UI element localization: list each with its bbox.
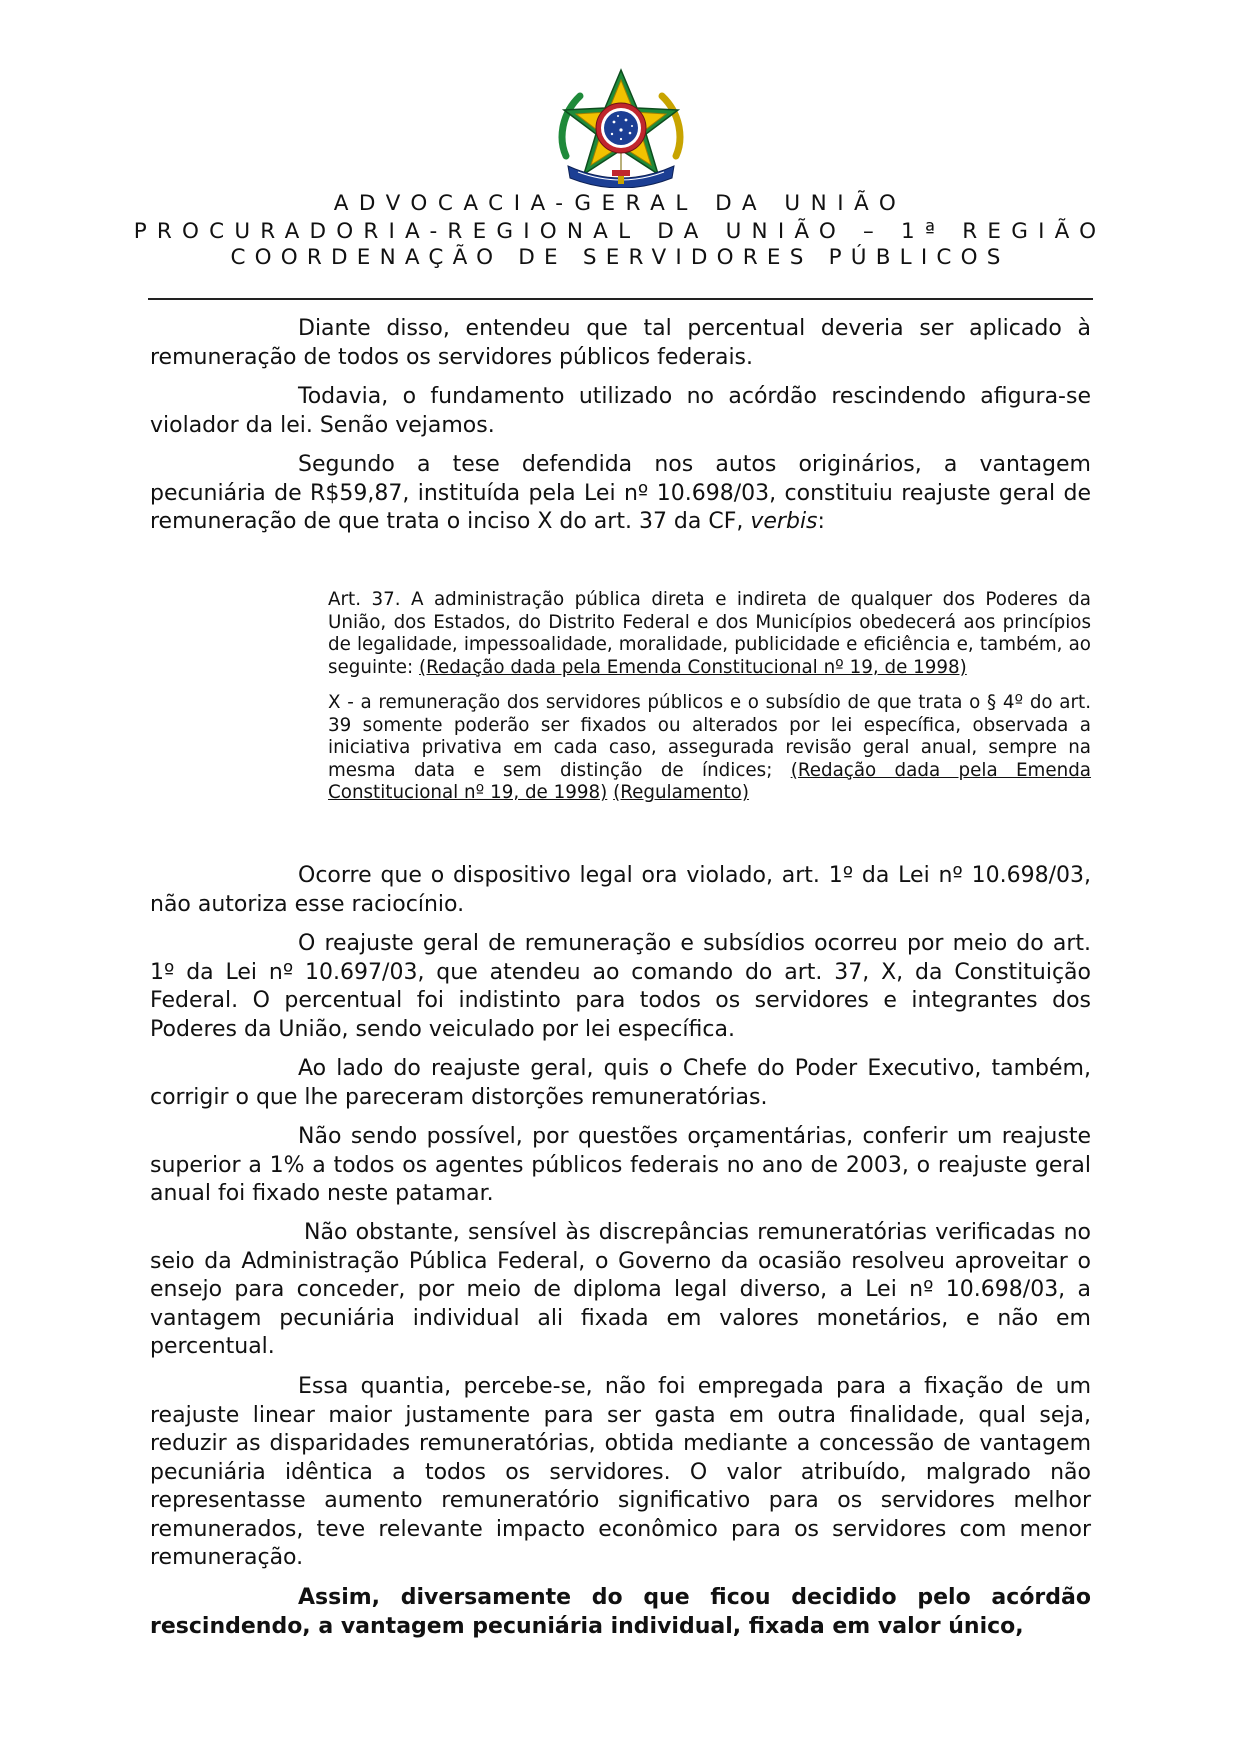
paragraph-3 — [150, 451, 1091, 537]
paragraph-3-verbis: verbis — [750, 509, 818, 534]
paragraph-4: Ocorre que o dispositivo legal ora violado, art. 1º da Lei nº 10.698/03, não autoriza esse raciocínio. — [150, 863, 1091, 917]
paragraph-10-bold: Assim, diversamente do que ficou decidido pelo acórdão rescindendo, a vantagem pecuniária individual, fixada em valor único, — [150, 1585, 1091, 1639]
header-agency: ADVOCACIA-GERAL DA UNIÃO — [333, 191, 907, 216]
paragraph-9: Essa quantia, percebe-se, não foi empregada para a fixação de um reajuste linear maior justamente para ser gasta em outra finalidade, qual seja, reduzir as disparidades remuneratórias, obtida mediante a concessão de vantagem pecuniária idêntica a todos os servidores. O valor atribuído, malgrado não representasse aumento remuneratório significativo para os servidores melhor remunerados, teve relevante impacto econômico para os servidores com menor remuneração. — [150, 1374, 1091, 1570]
paragraph-6: Ao lado do reajuste geral, quis o Chefe do Poder Executivo, também, corrigir o que lhe pareceram distorções remuneratórias. — [150, 1056, 1091, 1110]
paragraph-3-text: Segundo a tese defendida nos autos originários, a vantagem pecuniária de R$59,87, instituída pela Lei nº 10.698/03, constituiu reajuste geral de remuneração de que trata o inciso X do art. 37 da CF, — [150, 452, 1091, 534]
quote-art-37-link[interactable]: (Redação dada pela Emenda Constitucional nº 19, de 1998) — [419, 656, 967, 678]
quote-inciso-x — [328, 692, 1091, 805]
paragraph-8: Não obstante, sensível às discrepâncias remuneratórias verificadas no seio da Administração Pública Federal, o Governo da ocasião resolveu aproveitar o ensejo para conceder, por meio de diploma legal diverso, a Lei nº 10.698/03, a vantagem pecuniária individual ali fixada em valores monetários, e não em percentual. — [150, 1220, 1091, 1359]
header-divider — [148, 298, 1093, 300]
header-procuradoria: PROCURADORIA-REGIONAL DA UNIÃO – 1ª REGIÃO — [133, 219, 1107, 244]
header-coordenacao: COORDENAÇÃO DE SERVIDORES PÚBLICOS — [230, 245, 1010, 270]
quote-art-37 — [328, 589, 1091, 679]
quote-art-37-text: Art. 37. A administração pública direta e indireta de qualquer dos Poderes da União, dos Estados, do Distrito Federal e dos Municípios obedecerá aos princípios de legalidade, impessoalidade, moralidade, publicidade e eficiência e, também, ao seguinte: — [328, 589, 1091, 678]
paragraph-7: Não sendo possível, por questões orçamentárias, conferir um reajuste superior a 1% a todos os agentes públicos federais no ano de 2003, o reajuste geral anual foi fixado neste patamar. — [150, 1124, 1091, 1206]
paragraph-3-colon: : — [817, 509, 825, 534]
quote-inciso-x-link-regulamento[interactable]: (Regulamento) — [613, 782, 749, 804]
quote-inciso-x-text: X - a remuneração dos servidores públicos e o subsídio de que trata o § 4º do art. 39 somente poderão ser fixados ou alterados por lei específica, observada a iniciativa privativa em cada caso, assegurada revisão geral anual, sempre na mesma data e sem distinção de índices; — [328, 692, 1091, 781]
coat-of-arms-emblem — [548, 68, 694, 188]
paragraph-2: Todavia, o fundamento utilizado no acórdão rescindendo afigura-se violador da lei. Senão vejamos. — [150, 384, 1091, 438]
paragraph-1: Diante disso, entendeu que tal percentual deveria ser aplicado à remuneração de todos os servidores públicos federais. — [150, 316, 1091, 370]
paragraph-5: O reajuste geral de remuneração e subsídios ocorreu por meio do art. 1º da Lei nº 10.697/03, que atendeu ao comando do art. 37, X, da Constituição Federal. O percentual foi indistinto para todos os servidores e integrantes dos Poderes da União, sendo veiculado por lei específica. — [150, 931, 1091, 1042]
quote-inciso-x-link-redacao[interactable]: (Redação dada pela Emenda Constitucional nº 19, de 1998) — [328, 759, 1092, 804]
